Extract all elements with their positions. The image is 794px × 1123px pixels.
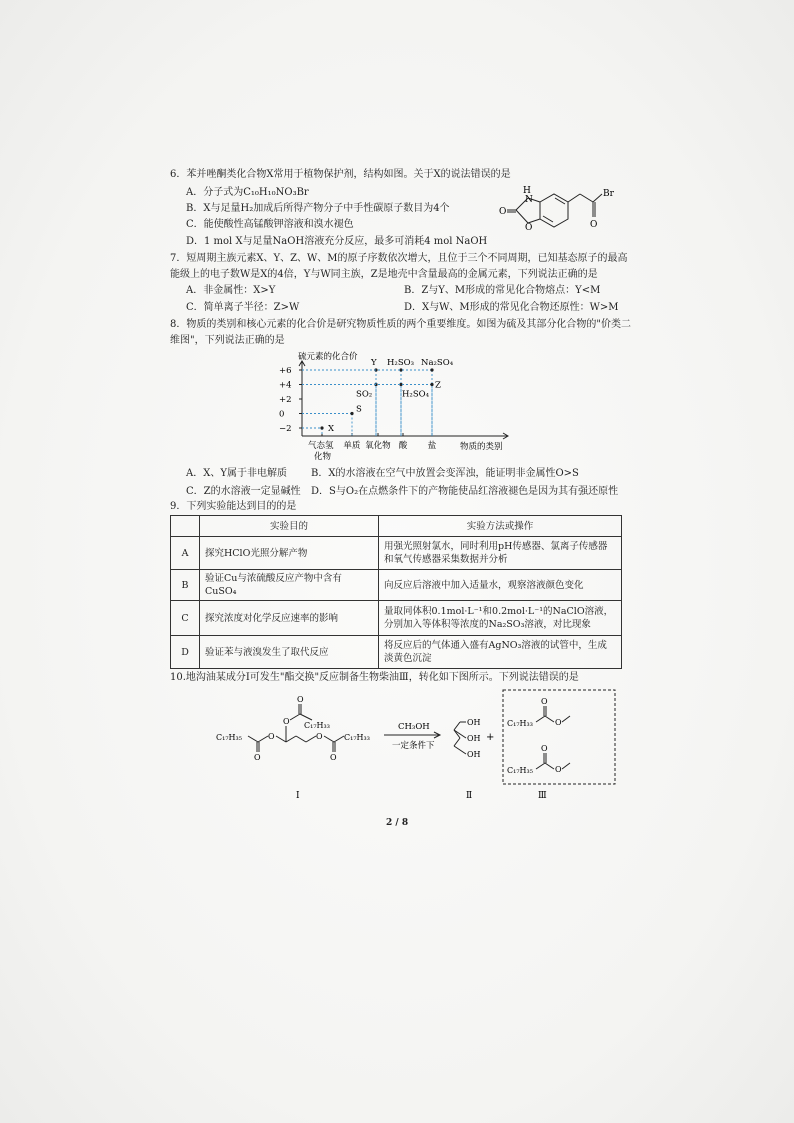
chart-x-tick-label: 酸 <box>398 441 408 451</box>
q8-stem-line2: 维图"，下列说法正确的是 <box>170 335 285 346</box>
chart-x-tick-label: 盐 <box>427 441 437 451</box>
row-label: C <box>171 601 200 636</box>
product-o-4: O <box>555 765 562 774</box>
q6-struct-h: H <box>523 186 531 196</box>
chart-point <box>320 426 323 429</box>
table-header-method: 实验方法或操作 <box>379 516 622 537</box>
q7-option-d: D．X与W、M形成的常见化合物还原性：W>M <box>404 302 619 313</box>
chart-point-label: SO₂ <box>356 389 373 400</box>
chart-point <box>350 412 353 415</box>
table-row <box>171 537 622 570</box>
label-ii: Ⅱ <box>466 791 473 800</box>
q6-option-a: A．分子式为C₁₀H₁₀NO₃Br <box>186 187 309 198</box>
q7-option-a: A．非金属性：X>Y <box>186 285 276 296</box>
row-label: B <box>171 570 200 601</box>
ester-o-5: O <box>316 732 323 741</box>
chart-y-tick-label: 0 <box>279 409 285 420</box>
chart-y-tick-label: +2 <box>279 395 292 405</box>
q6-option-b: B．X与足量H₂加成后所得产物分子中手性碳原子数目为4个 <box>186 203 450 214</box>
q9-stem: 9．下列实验能达到目的的是 <box>170 501 297 512</box>
plus-sign: + <box>486 732 495 743</box>
q6-struct-o-ald: O <box>590 220 598 230</box>
chart-point <box>430 368 433 371</box>
q8-option-b: B．X的水溶液在空气中放置会变浑浊，能证明非金属性O>S <box>311 468 579 479</box>
chart-point <box>430 383 433 386</box>
table-header-goal: 实验目的 <box>200 516 379 537</box>
q7-stem-line1: 7．短周期主族元素X、Y、Z、W、M的原子序数依次增大，且位于三个不同周期，已知基态原子的最高 <box>170 253 628 264</box>
chart-x-tick-label: 氧化物 <box>365 441 391 451</box>
q6-struct-o-ring: O <box>525 223 533 233</box>
valence-class-chart <box>270 348 540 464</box>
row-goal: 探究HClO光照分解产物 <box>200 537 379 570</box>
chart-point-label: Na₂SO₄ <box>421 358 454 368</box>
chart-point-label: X <box>328 424 335 434</box>
chart-point-label: H₂SO₃ <box>387 358 415 368</box>
q6-structure-diagram <box>496 180 626 242</box>
row-goal: 验证Cu与浓硫酸反应产物中含有CuSO₄ <box>200 570 379 601</box>
q8-option-d: D．S与O₂在点燃条件下的产物能使品红溶液褪色是因为其有强还原性 <box>311 486 619 497</box>
q6-struct-o-keto: O <box>499 207 507 217</box>
reagent-label: CH₃OH <box>398 722 430 732</box>
row-label: A <box>171 537 200 570</box>
q7-option-b: B．Z与Y、M形成的常见化合物熔点：Y<M <box>404 285 601 296</box>
page-number: 2 / 8 <box>386 818 409 828</box>
chain-top: C₁₇H₃₃ <box>304 721 330 730</box>
ester-o-3: O <box>283 717 290 726</box>
row-method: 量取同体积0.1mol·L⁻¹和0.2mol·L⁻¹的NaClO溶液，分别加入等体积等浓度的Na₂SO₃溶液，对比现象 <box>379 601 622 636</box>
label-iii: Ⅲ <box>538 791 547 800</box>
q6-struct-n: N <box>525 195 533 205</box>
q8-option-a: A．X、Y属于非电解质 <box>186 468 287 479</box>
chart-x-tick-label: 气态氢 <box>308 441 334 451</box>
chart-y-tick-label: +6 <box>279 366 292 376</box>
table-header-row <box>171 516 622 537</box>
chart-point-label: Z <box>435 380 441 391</box>
q7-stem-line2: 能级上的电子数W是X的4倍，Y与W同主族，Z是地壳中含量最高的金属元素，下列说法正确的是 <box>170 269 598 280</box>
q10-stem: 10.地沟油某成分Ⅰ可发生"酯交换"反应制备生物柴油Ⅲ，转化如下图所示。下列说法错误的是 <box>170 672 579 683</box>
table-row <box>171 601 622 636</box>
oh-3: OH <box>467 750 481 759</box>
q6-option-c: C．能使酸性高锰酸钾溶液和溴水褪色 <box>186 219 354 230</box>
row-goal: 验证苯与液溴发生了取代反应 <box>200 636 379 669</box>
chart-xlabel: 物质的类别 <box>460 442 503 452</box>
ester-o-6: O <box>330 753 337 762</box>
experiment-table <box>170 515 622 669</box>
product-o-1: O <box>541 697 548 706</box>
q7-option-c: C．简单离子半径：Z>W <box>186 302 300 313</box>
row-method: 将反应后的气体通入盛有AgNO₃溶液的试管中，生成淡黄色沉淀 <box>379 636 622 669</box>
row-method: 用强光照射氯水，同时利用pH传感器、氯离子传感器和氧气传感器采集数据并分析 <box>379 537 622 570</box>
row-method: 向反应后溶液中加入适量水，观察溶液颜色变化 <box>379 570 622 601</box>
ester-o-4: O <box>297 695 304 704</box>
chart-y-tick-label: −2 <box>279 424 292 434</box>
chart-point-label: S <box>356 404 362 415</box>
row-label: D <box>171 636 200 669</box>
condition-label: 一定条件下 <box>392 741 435 751</box>
chain-product-2: C₁₇H₃₅ <box>507 766 533 775</box>
chart-y-tick-label: +4 <box>279 380 292 391</box>
ester-o-1: O <box>268 732 275 741</box>
chain-right: C₁₇H₃₃ <box>344 733 370 742</box>
ester-o-2: O <box>254 753 261 762</box>
chart-x-tick-label-cont: 化物 <box>314 452 332 462</box>
product-o-2: O <box>555 718 562 727</box>
q6-struct-br: Br <box>603 189 614 199</box>
q6-option-d: D．1 mol X与足量NaOH溶液充分反应，最多可消耗4 mol NaOH <box>186 236 488 247</box>
ester-exchange-diagram <box>200 688 620 800</box>
label-i: Ⅰ <box>296 791 300 800</box>
chart-point-label: Y <box>371 358 377 368</box>
oh-1: OH <box>467 718 481 727</box>
chart-x-tick-label: 单质 <box>343 441 361 451</box>
row-goal: 探究浓度对化学反应速率的影响 <box>200 601 379 636</box>
oh-2: OH <box>467 734 481 743</box>
table-row <box>171 636 622 669</box>
product-o-3: O <box>541 744 548 753</box>
q6-stem: 6．苯并唑酮类化合物X常用于植物保护剂，结构如图。关于X的说法错误的是 <box>170 169 511 180</box>
chart-ylabel: 硫元素的化合价 <box>298 352 358 362</box>
q8-option-c: C．Z的水溶液一定显碱性 <box>186 486 301 497</box>
chain-left: C₁₇H₃₅ <box>216 733 242 742</box>
table-row <box>171 570 622 601</box>
chain-product-1: C₁₇H₃₃ <box>507 719 533 728</box>
chart-point-label: H₂SO₄ <box>402 389 430 400</box>
q8-stem-line1: 8．物质的类别和核心元素的化合价是研究物质性质的两个重要维度。如图为硫及其部分化合物的"价类二 <box>170 319 631 330</box>
